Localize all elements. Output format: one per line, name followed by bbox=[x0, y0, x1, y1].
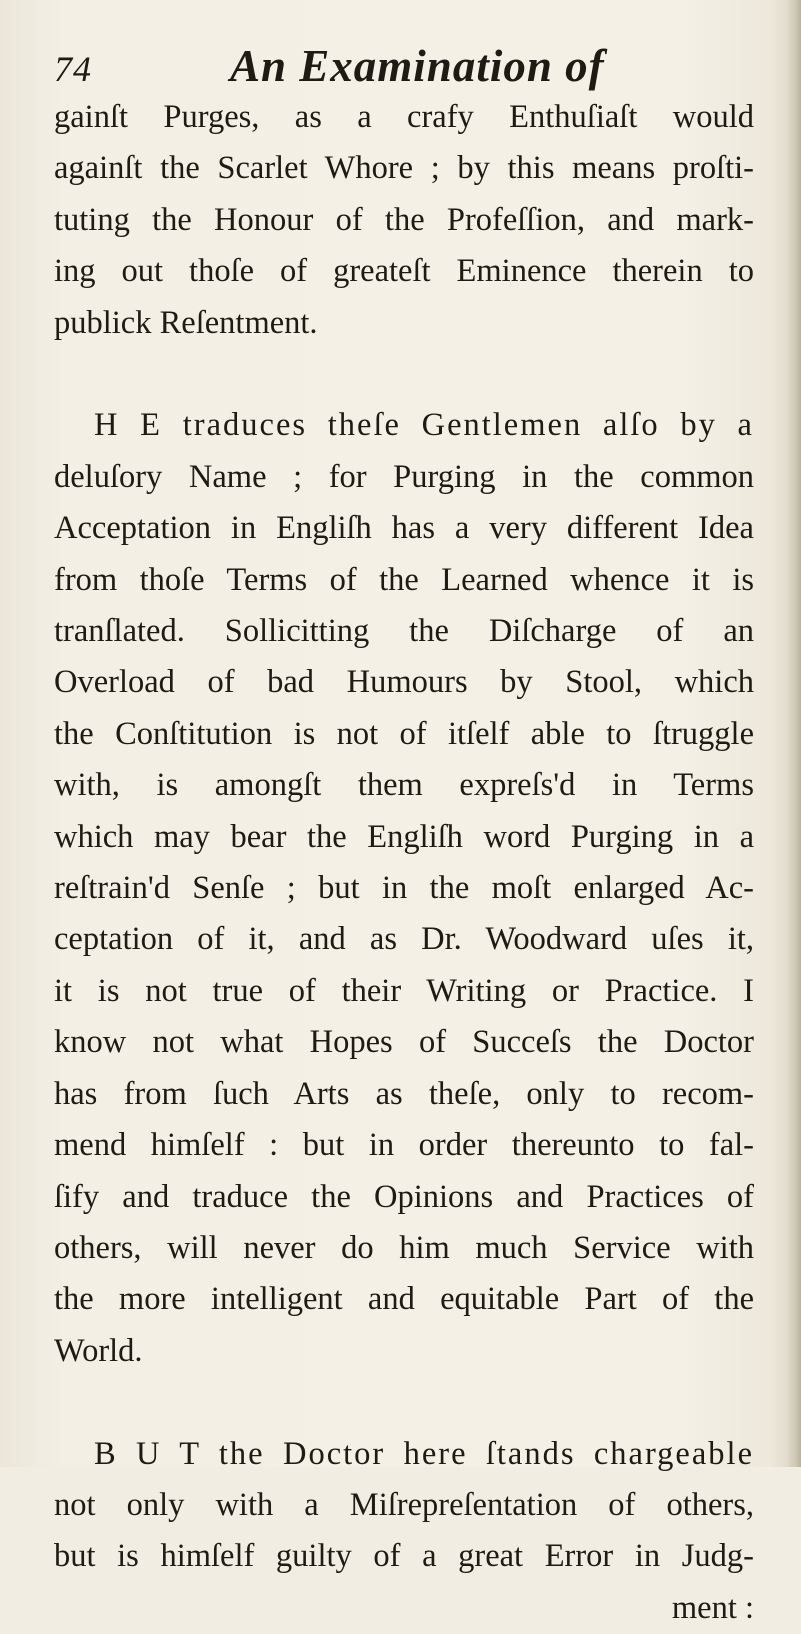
text-line: with, is amongſt them expreſs'd in Terms bbox=[54, 767, 754, 804]
text-line: B U T the Doctor here ſtands chargeable bbox=[94, 1435, 754, 1472]
text-line: tranſlated. Sollicitting the Diſcharge of an bbox=[54, 613, 754, 650]
page-header bbox=[54, 40, 754, 98]
paragraph-gap bbox=[54, 1377, 754, 1428]
text-line: from thoſe Terms of the Learned whence it is bbox=[54, 561, 754, 598]
text-line: publick Reſentment. bbox=[54, 304, 318, 341]
text-line: which may bear the Engliſh word Purging in a bbox=[54, 818, 754, 855]
text-line: gainſt Purges, as a crafy Enthuſiaſt would bbox=[54, 99, 754, 135]
text-line: deluſory Name ; for Purging in the common bbox=[54, 458, 754, 495]
catchword: ment : bbox=[671, 1589, 754, 1626]
text-line: ing out thoſe of greateſt Eminence therein to bbox=[54, 253, 754, 290]
running-head: An Examination of bbox=[230, 41, 605, 91]
text-line: know not what Hopes of Succeſs the Doctor bbox=[54, 1024, 754, 1061]
text-line: mend himſelf : but in order thereunto to fal- bbox=[54, 1127, 754, 1164]
text-line: againſt the Scarlet Whore ; by this means proſti- bbox=[54, 150, 754, 187]
body-text bbox=[54, 92, 754, 1634]
text-line: has from ſuch Arts as theſe, only to recom- bbox=[54, 1075, 754, 1112]
text-line: the Conſtitution is not of itſelf able to ſtruggle bbox=[54, 715, 754, 752]
page-number: 74 bbox=[54, 49, 92, 89]
text-line: Acceptation in Engliſh has a very different Idea bbox=[54, 510, 754, 547]
text-line: World. bbox=[54, 1332, 143, 1369]
text-line: reſtrain'd Senſe ; but in the moſt enlarged Ac- bbox=[54, 870, 754, 907]
text-line: it is not true of their Writing or Practice. I bbox=[54, 972, 754, 1009]
text-line: Overload of bad Humours by Stool, which bbox=[54, 664, 754, 701]
text-line: tuting the Honour of the Profeſſion, and mark- bbox=[54, 201, 754, 238]
text-line: ſify and traduce the Opinions and Practices of bbox=[54, 1178, 754, 1215]
paragraph-gap bbox=[54, 349, 754, 400]
text-line: H E traduces theſe Gentlemen alſo by a bbox=[94, 407, 754, 444]
page-edge-shadow bbox=[787, 0, 801, 1467]
text-line: others, will never do him much Service with bbox=[54, 1229, 754, 1266]
text-line: the more intelligent and equitable Part of the bbox=[54, 1281, 754, 1318]
text-line: but is himſelf guilty of a great Error in Judg- bbox=[54, 1538, 754, 1575]
text-line: not only with a Miſrepreſentation of others, bbox=[54, 1486, 754, 1523]
text-line: ceptation of it, and as Dr. Woodward uſes it, bbox=[54, 921, 754, 958]
